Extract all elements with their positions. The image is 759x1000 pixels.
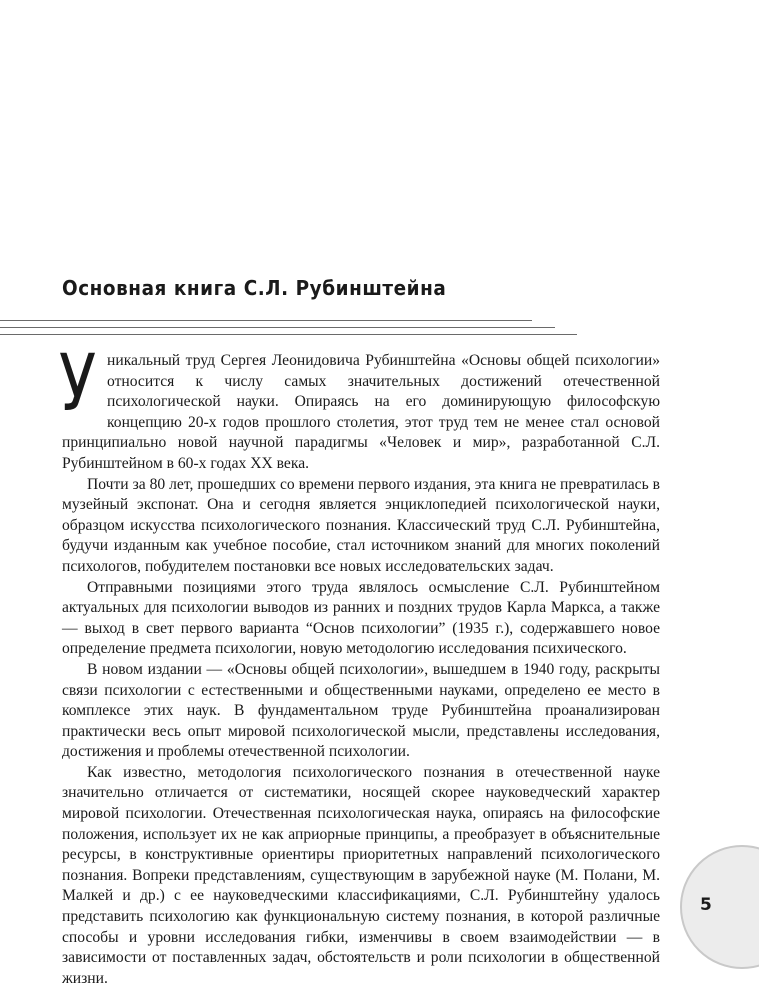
paragraph-1-text: никальный труд Сергея Леонидовича Рубинштейна «Основы общей психологии» относится к числу самых значительных достижений отечественной психологической науки. Опираясь на его доминирующую философскую концепцию 20-х годов прошлого столетия, этот труд тем не менее стал основой принципиально новой научной парадигмы «Человек и мир», разработанной С.Л. Рубинштейном в 60-х годах XX века. (62, 352, 660, 472)
paragraph-3: Отправными позициями этого труда являлось осмысление С.Л. Рубинштейном актуальных для психологии выводов из ранних и поздних трудов Карла Маркса, а также — выход в свет первого варианта “Основ психологии” (1935 г.), содержавшего новое определение предмета психологии, новую методологию исследования психического. (62, 578, 660, 658)
page-number-badge (680, 845, 759, 969)
heading-rule-3 (0, 334, 577, 335)
body-text (59, 339, 660, 989)
chapter-heading: Основная книга С.Л. Рубинштейна (62, 276, 447, 300)
heading-rule-2 (0, 327, 555, 328)
paragraph-2: Почти за 80 лет, прошедших со времени первого издания, эта книга не превратилась в музейный экспонат. Она и сегодня является энциклопедией психологической науки, образцом искусства психологического познания. Классический труд С.Л. Рубинштейна, будучи изданным как учебное пособие, стал источником знаний для многих поколений психологов, побудителем постановки все новых исследовательских задач. (62, 475, 660, 575)
heading-rule-1 (0, 320, 532, 321)
paragraph-4: В новом издании — «Основы общей психологии», вышедшем в 1940 году, раскрыты связи психологии с естественными и общественными науками, определено ее место в комплексе этих наук. В фундаментальном труде Рубинштейна проанализирован практически весь опыт мировой психологической мысли, представлены исследования, достижения и проблемы отечественной психологии. (62, 660, 660, 761)
paragraph-1 (59, 339, 660, 475)
drop-cap: У (59, 339, 97, 429)
page-number: 5 (700, 895, 712, 915)
paragraph-5: Как известно, методология психологического познания в отечественной науке значительно отличается от систематики, носящей скорее науковедческий характер мировой психологии. Отечественная психологическая наука, опираясь на философские положения, использует их не как априорные принципы, а преобразует в объяснительные ресурсы, в конструктивные ориентиры приоритетных направлений психологического познания. Вопреки представлениям, существующим в зарубежной науке (М. Полани, М. Малкей и др.) с ее науковедческими классификациями, С.Л. Рубинштейну удалось представить психологию как функциональную систему познания, в которой различные способы и уровни исследования гибки, изменчивы в своем взаимодействии — в зависимости от поставленных задач, обстоятельств и роли психологии в общественной жизни. (62, 763, 660, 987)
